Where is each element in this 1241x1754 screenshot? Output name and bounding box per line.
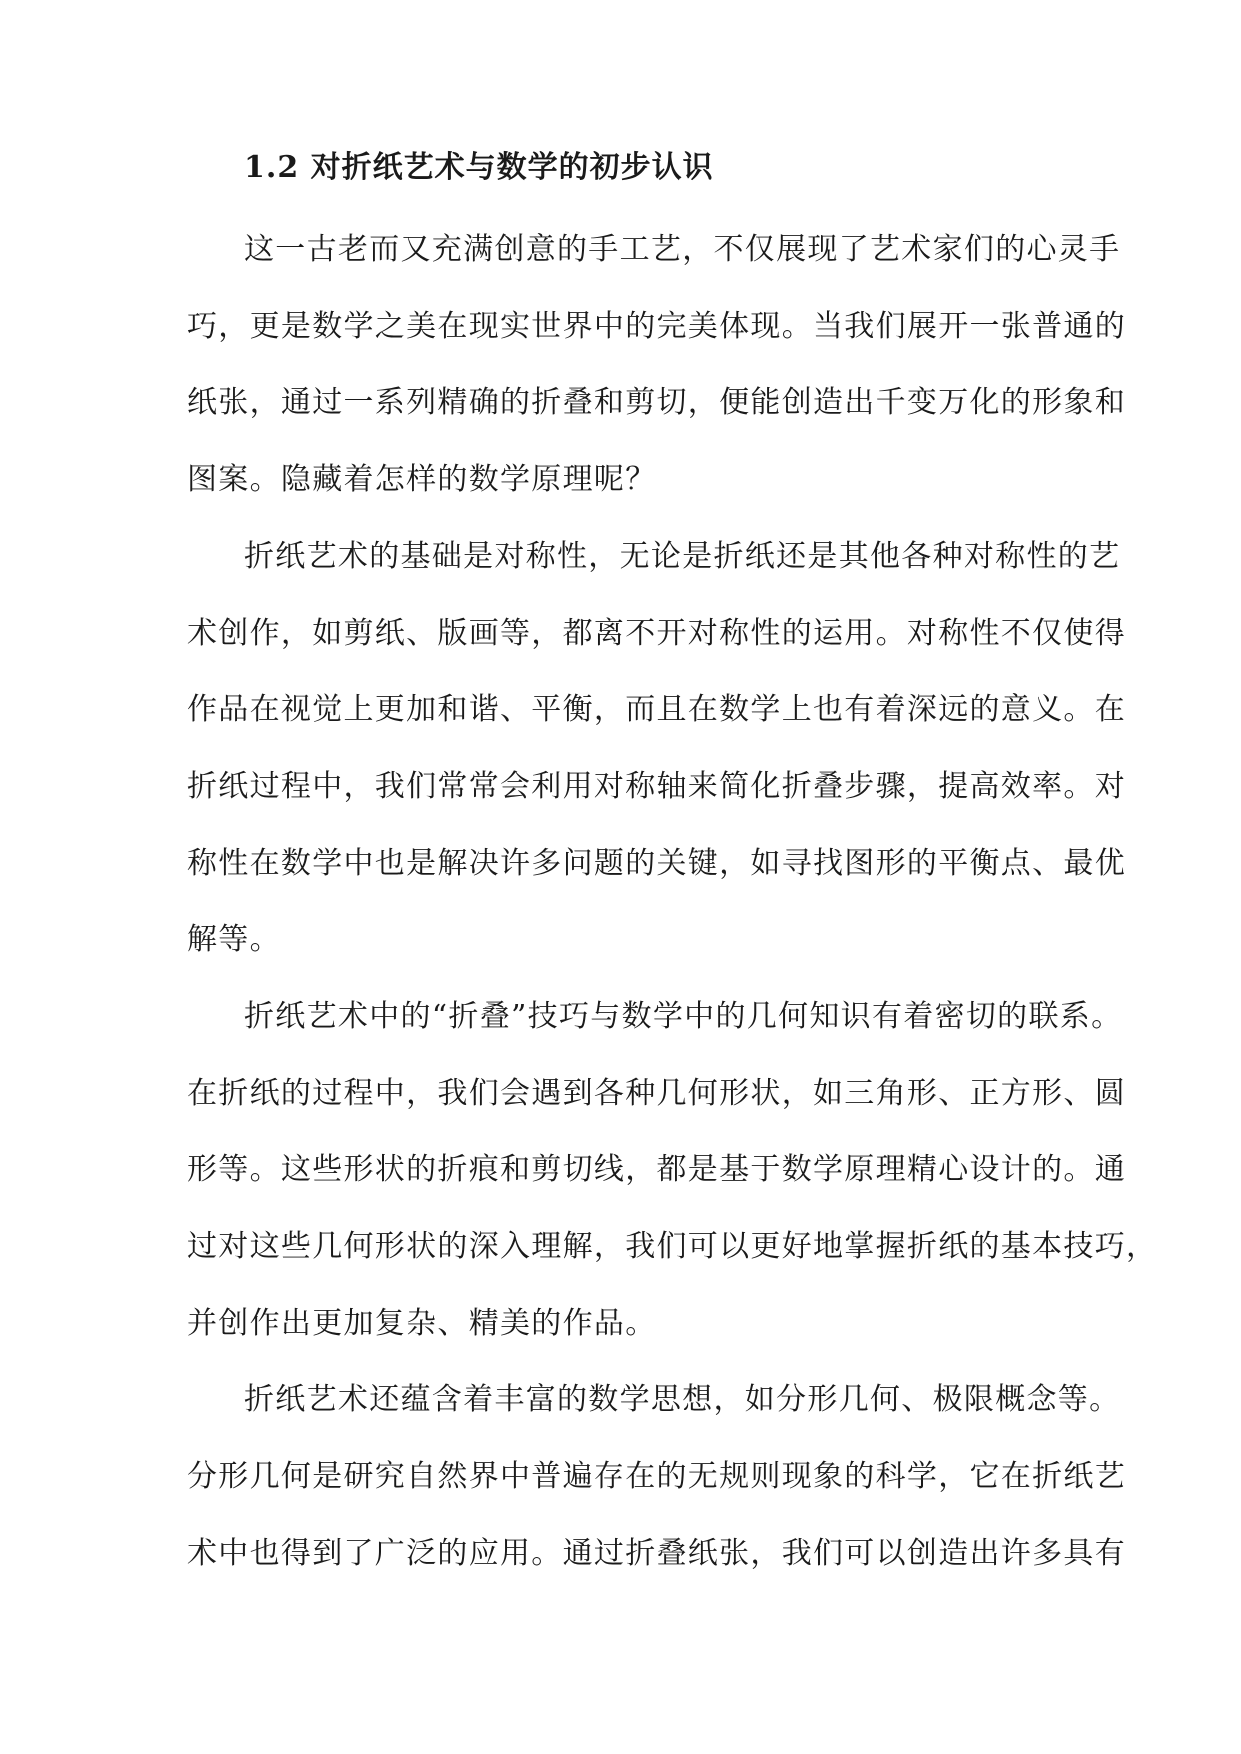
section-heading: 1.2 对折纸艺术与数学的初步认识 xyxy=(244,150,714,185)
paragraph-1-line-2: 巧，更是数学之美在现实世界中的完美体现。当我们展开一张普通的 xyxy=(187,309,1126,344)
paragraph-3-line-4: 过对这些几何形状的深入理解，我们可以更好地掌握折纸的基本技巧， xyxy=(187,1229,1158,1264)
paragraph-1-line-4: 图案。隐藏着怎样的数学原理呢？ xyxy=(187,462,657,497)
paragraph-2-line-1: 折纸艺术的基础是对称性，无论是折纸还是其他各种对称性的艺 xyxy=(244,539,1121,574)
paragraph-3-line-5: 并创作出更加复杂、精美的作品。 xyxy=(187,1306,657,1341)
paragraph-2-line-2: 术创作，如剪纸、版画等，都离不开对称性的运用。对称性不仅使得 xyxy=(187,616,1126,651)
paragraph-1-line-3: 纸张，通过一系列精确的折叠和剪切，便能创造出千变万化的形象和 xyxy=(187,385,1126,420)
paragraph-3-line-3: 形等。这些形状的折痕和剪切线，都是基于数学原理精心设计的。通 xyxy=(187,1152,1126,1187)
paragraph-2-line-4: 折纸过程中，我们常常会利用对称轴来简化折叠步骤，提高效率。对 xyxy=(187,769,1126,804)
paragraph-4-line-1: 折纸艺术还蕴含着丰富的数学思想，如分形几何、极限概念等。 xyxy=(244,1382,1121,1417)
paragraph-2-line-3: 作品在视觉上更加和谐、平衡，而且在数学上也有着深远的意义。在 xyxy=(187,692,1126,727)
paragraph-1-line-1: 这一古老而又充满创意的手工艺，不仅展现了艺术家们的心灵手 xyxy=(244,232,1121,267)
paragraph-2-line-6: 解等。 xyxy=(187,922,281,957)
paragraph-4-line-3: 术中也得到了广泛的应用。通过折叠纸张，我们可以创造出许多具有 xyxy=(187,1536,1126,1571)
paragraph-3-line-1: 折纸艺术中的“折叠”技巧与数学中的几何知识有着密切的联系。 xyxy=(244,999,1123,1034)
paragraph-3-line-2: 在折纸的过程中，我们会遇到各种几何形状，如三角形、正方形、圆 xyxy=(187,1076,1126,1111)
paragraph-4-line-2: 分形几何是研究自然界中普遍存在的无规则现象的科学，它在折纸艺 xyxy=(187,1459,1126,1494)
paragraph-2-line-5: 称性在数学中也是解决许多问题的关键，如寻找图形的平衡点、最优 xyxy=(187,846,1126,881)
